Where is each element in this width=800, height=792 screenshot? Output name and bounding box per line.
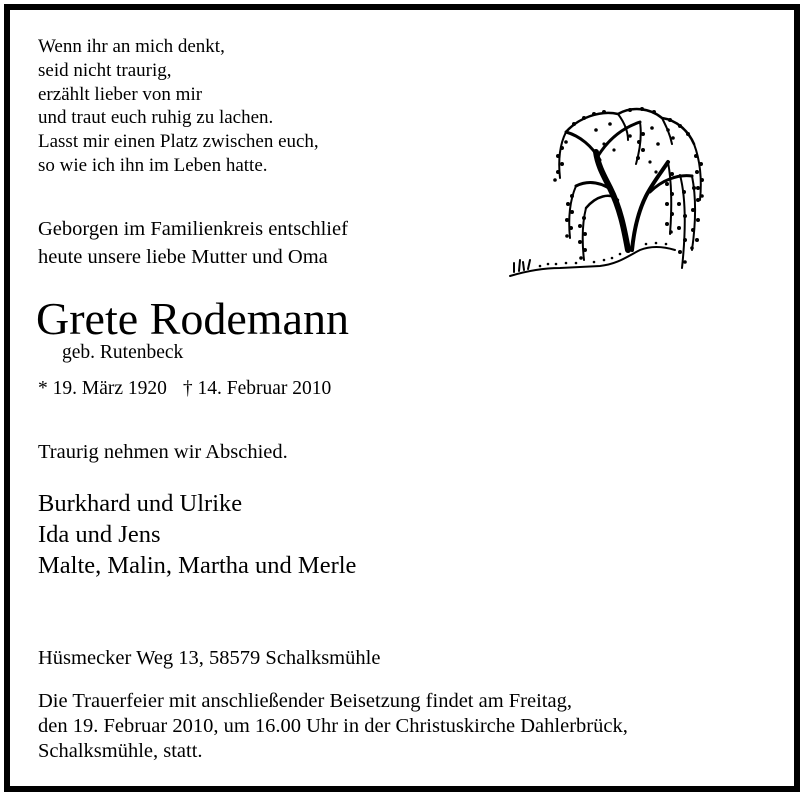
mourner-line: Ida und Jens xyxy=(38,521,161,548)
intro-line: Geborgen im Familienkreis entschlief xyxy=(38,218,348,240)
intro-text xyxy=(38,215,348,271)
mourners-list xyxy=(38,488,356,581)
mourner-line: Burkhard und Ulrike xyxy=(38,490,243,517)
poem-line: erzählt lieber von mir xyxy=(38,83,203,105)
deceased-name: Grete Rodemann xyxy=(36,293,349,344)
weeping-willow-icon xyxy=(500,100,710,310)
family-address: Hüsmecker Weg 13, 58579 Schalksmühle xyxy=(38,647,381,669)
service-line: Schalksmühle, statt. xyxy=(38,740,203,762)
obituary-notice xyxy=(4,4,800,792)
service-line: den 19. Februar 2010, um 16.00 Uhr in der Christuskirche Dahlerbrück, xyxy=(38,715,628,737)
poem-line: Wenn ihr an mich denkt, xyxy=(38,36,225,57)
life-dates xyxy=(38,376,331,402)
poem xyxy=(38,35,319,178)
poem-line: und traut euch ruhig zu lachen. xyxy=(38,107,274,129)
birth-name: geb. Rutenbeck xyxy=(62,342,184,363)
service-line: Die Trauerfeier mit anschließender Beisetzung findet am Freitag, xyxy=(38,690,572,712)
intro-line: heute unsere liebe Mutter und Oma xyxy=(38,246,328,268)
birth-date: * 19. März 1920 xyxy=(38,378,167,399)
poem-line: seid nicht traurig, xyxy=(38,59,172,81)
farewell-text: Traurig nehmen wir Abschied. xyxy=(38,441,288,463)
service-info xyxy=(38,689,628,764)
poem-line: so wie ich ihn im Leben hatte. xyxy=(38,154,268,176)
mourner-line: Malte, Malin, Martha und Merle xyxy=(38,552,357,579)
death-date: † 14. Februar 2010 xyxy=(182,378,332,399)
poem-line: Lasst mir einen Platz zwischen euch, xyxy=(38,131,319,153)
